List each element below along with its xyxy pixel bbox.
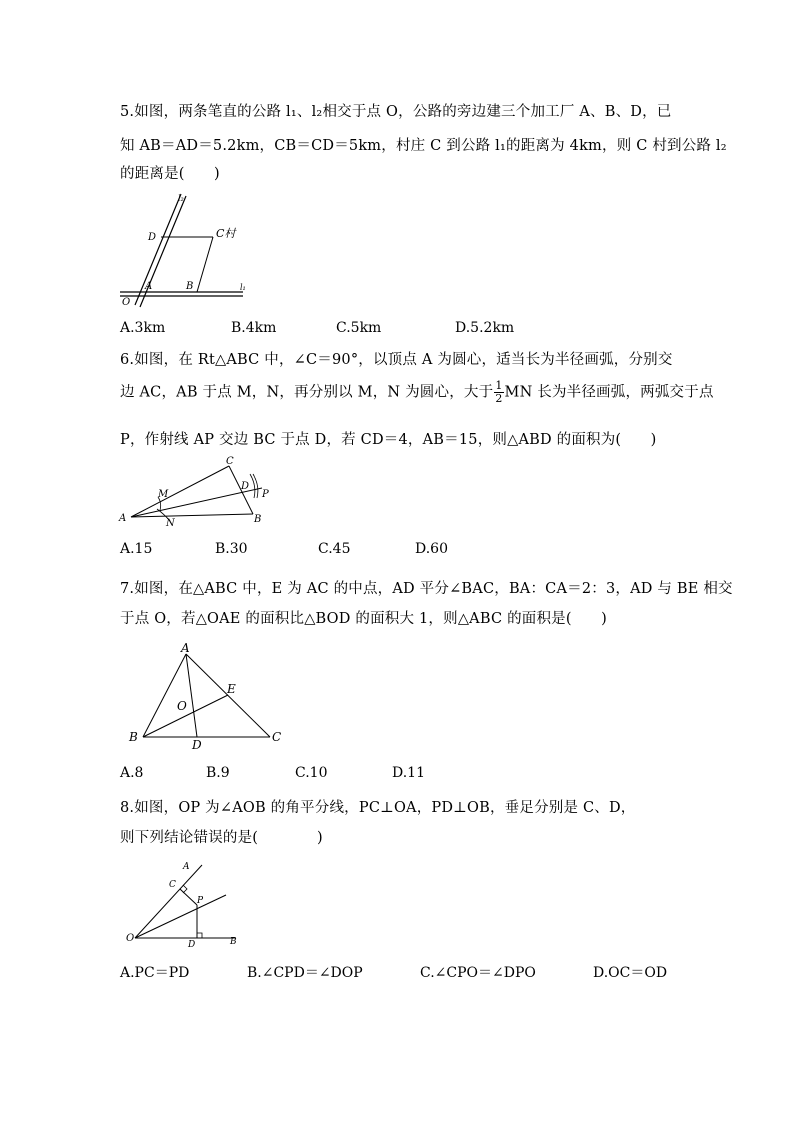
q5-label-l1: l₁ — [240, 283, 246, 292]
q6-option-b: B.30 — [215, 541, 248, 557]
q8-option-c: C.∠CPO＝∠DPO — [420, 965, 536, 981]
q5-label-A: A — [145, 281, 153, 292]
q8-label-A: A — [183, 862, 190, 872]
q5-label-l2: l₂ — [178, 194, 184, 203]
q5-option-a: A.3km — [120, 320, 166, 336]
q8-line-2: 则下列结论错误的是( ) — [120, 830, 323, 846]
q7-option-c: C.10 — [295, 765, 328, 781]
q6-label-A: A — [119, 513, 127, 524]
q5-label-C: C村 — [216, 227, 236, 240]
q6-label-P: P — [262, 489, 269, 500]
q6-label-B: B — [254, 514, 262, 525]
q6-label-C: C — [226, 456, 234, 467]
q6-frac-numerator: 1 — [495, 379, 503, 392]
q6-label-N: N — [166, 518, 175, 529]
q8-label-O: O — [126, 933, 135, 944]
q7-label-O: O — [177, 699, 187, 713]
q5-figure — [112, 186, 262, 310]
q7-option-a: A.8 — [120, 765, 144, 781]
q6-option-d: D.60 — [415, 541, 448, 557]
q6-line-3: P，作射线 AP 交边 BC 于点 D，若 CD＝4，AB＝15，则△ABD 的面积为( ) — [120, 432, 657, 448]
q5-label-D: D — [148, 232, 157, 243]
q6-option-a: A.15 — [120, 541, 153, 557]
q5-label-O: O — [122, 297, 131, 308]
q7-figure — [125, 638, 290, 756]
q5-line-1: 5.如图，两条笔直的公路 l₁、l₂相交于点 O，公路的旁边建三个加工厂 A、B、D，已 — [120, 104, 672, 120]
q7-option-b: B.9 — [206, 765, 230, 781]
q6-line-1: 6.如图，在 Rt△ABC 中，∠C＝90°，以顶点 A 为圆心，适当长为半径画弧，分别交 — [120, 352, 673, 368]
q8-label-P: P — [197, 896, 204, 906]
q8-label-B: B — [230, 937, 237, 947]
q7-option-d: D.11 — [392, 765, 425, 781]
q5-option-d: D.5.2km — [455, 320, 515, 336]
q7-label-B: B — [129, 730, 138, 744]
q6-line-2 — [120, 380, 714, 405]
q7-label-A: A — [181, 641, 190, 655]
q8-label-D: D — [188, 940, 196, 950]
q7-label-D: D — [192, 738, 202, 752]
q7-label-E: E — [227, 682, 236, 696]
q6-label-D: D — [241, 481, 250, 492]
q6-option-c: C.45 — [318, 541, 351, 557]
q7-line-1: 7.如图，在△ABC 中，E 为 AC 的中点，AD 平分∠BAC，BA：CA＝2：3，AD 与 BE 相交 — [120, 581, 733, 597]
q8-option-d: D.OC＝OD — [593, 965, 668, 981]
q6-line-2-part-a: 边 AC，AB 于点 M，N，再分别以 M，N 为圆心，大于 — [120, 384, 494, 401]
q8-option-b: B.∠CPD＝∠DOP — [247, 965, 363, 981]
q6-figure — [115, 450, 275, 530]
q6-label-M: M — [158, 489, 169, 500]
q5-option-b: B.4km — [231, 320, 277, 336]
q5-option-c: C.5km — [336, 320, 382, 336]
q8-option-a: A.PC＝PD — [120, 965, 190, 981]
q7-line-2: 于点 O，若△OAE 的面积比△BOD 的面积大 1，则△ABC 的面积是( ) — [120, 611, 607, 627]
q7-label-C: C — [272, 730, 282, 744]
q5-line-3: 的距离是( ) — [120, 166, 220, 182]
q5-label-B: B — [186, 281, 194, 292]
q6-fraction — [494, 380, 503, 405]
q8-line-1: 8.如图，OP 为∠AOB 的角平分线，PC⊥OA，PD⊥OB，垂足分别是 C、D， — [120, 800, 636, 816]
q8-label-C: C — [169, 880, 176, 890]
q6-line-2-part-b: MN 长为半径画弧，两弧交于点 — [504, 384, 714, 401]
q5-line-2: 知 AB＝AD＝5.2km，CB＝CD＝5km，村庄 C 到公路 l₁的距离为 4km，则 C 村到公路 l₂ — [120, 138, 727, 154]
q8-figure — [120, 855, 250, 950]
q6-frac-denominator: 2 — [495, 392, 503, 405]
